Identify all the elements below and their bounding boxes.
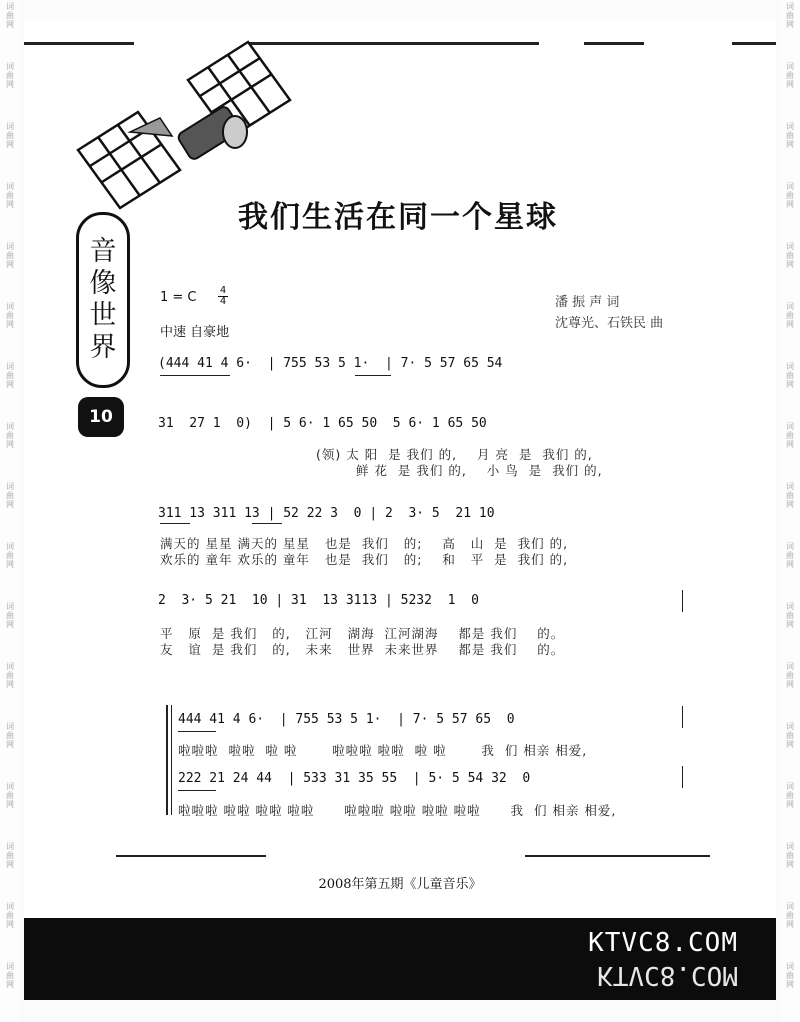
beam-underline — [355, 375, 391, 376]
watermark-text: 词 曲 网 — [786, 962, 794, 989]
watermark-text: 词 曲 网 — [786, 782, 794, 809]
watermark-text: 词 曲 网 — [6, 542, 14, 569]
watermark-text: 词 曲 网 — [6, 722, 14, 749]
tempo-marking: 中速 自豪地 — [160, 325, 230, 340]
time-signature-bottom: 4 — [219, 296, 227, 307]
beam-underline — [178, 731, 216, 732]
watermark-text: 词 曲 网 — [786, 602, 794, 629]
section-label-char: 世 — [89, 300, 117, 331]
section-label-char: 音 — [89, 236, 117, 267]
lyrics-line: 欢乐的 童年 欢乐的 童年 也是 我们 的; 和 平 是 我们 的, — [160, 552, 569, 567]
lyrics-line: 满天的 星星 满天的 星星 也是 我们 的; 高 山 是 我们 的, — [160, 536, 569, 551]
notation-row: 222 21 24 44 | 533 31 35 55 | 5· 5 54 32 0 — [178, 771, 531, 786]
notation-row: 444 41 4 6· | 755 53 5 1· | 7· 5 57 65 0 — [178, 712, 515, 727]
watermark-text: 词 曲 网 — [786, 362, 794, 389]
left-watermark-strip — [0, 0, 20, 1022]
system-bracket-thin — [171, 705, 172, 815]
watermark-text: 词 曲 网 — [6, 362, 14, 389]
watermark-text: 词 曲 网 — [786, 302, 794, 329]
system-bracket — [166, 705, 168, 815]
section-label-char: 像 — [89, 268, 117, 299]
footer-banner — [24, 918, 776, 1000]
lyrics-line: 友 谊 是 我们 的, 未来 世界 未来世界 都是 我们 的。 — [160, 642, 565, 657]
watermark-text: 词 曲 网 — [6, 182, 14, 209]
time-signature-top: 4 — [219, 285, 227, 296]
watermark-text: 词 曲 网 — [786, 122, 794, 149]
bottom-rule-right — [525, 855, 710, 857]
end-barline — [682, 590, 683, 612]
beam-underline — [160, 375, 230, 376]
section-label — [76, 212, 130, 388]
right-watermark-strip — [780, 0, 800, 1022]
watermark-text: 词 曲 网 — [6, 422, 14, 449]
watermark-text: 词 曲 网 — [786, 722, 794, 749]
notation-row: 31 27 1 0) | 5 6· 1 65 50 5 6· 1 65 50 — [158, 416, 487, 431]
watermark-text: 词 曲 网 — [6, 242, 14, 269]
site-logo: KTVC8.COM — [588, 928, 738, 958]
watermark-text: 词 曲 网 — [786, 662, 794, 689]
watermark-text: 词 曲 网 — [6, 122, 14, 149]
beam-underline — [160, 523, 190, 524]
watermark-text: 词 曲 网 — [6, 902, 14, 929]
watermark-text: 词 曲 网 — [6, 962, 14, 989]
composer: 沈尊光、石铁民 曲 — [555, 316, 664, 331]
watermark-text: 词 曲 网 — [786, 422, 794, 449]
watermark-text: 词 曲 网 — [6, 482, 14, 509]
watermark-text: 词 曲 网 — [786, 482, 794, 509]
source-citation: 2008年第五期《儿童音乐》 — [318, 877, 482, 892]
site-logo-reflection: KTVC8.COM — [597, 960, 738, 990]
lyrics-line: 鲜 花 是 我们 的, 小 鸟 是 我们 的, — [356, 463, 603, 478]
watermark-text: 词 曲 网 — [786, 902, 794, 929]
section-label-char: 界 — [89, 332, 117, 363]
watermark-text: 词 曲 网 — [6, 2, 14, 29]
top-rule-right-b — [732, 42, 776, 45]
beam-underline — [178, 790, 216, 791]
lyrics-line: 啦啦啦 啦啦 啦啦 啦啦 啦啦啦 啦啦 啦啦 啦啦 我 们 相亲 相爱, — [178, 803, 617, 818]
notation-row: (444 41 4 6· | 755 53 5 1· | 7· 5 57 65 54 — [158, 356, 503, 371]
watermark-text: 词 曲 网 — [6, 782, 14, 809]
watermark-text: 词 曲 网 — [786, 542, 794, 569]
satellite-illustration — [60, 40, 300, 210]
watermark-text: 词 曲 网 — [6, 302, 14, 329]
watermark-text: 词 曲 网 — [6, 662, 14, 689]
watermark-text: 词 曲 网 — [6, 842, 14, 869]
end-barline — [682, 706, 683, 728]
key-label: 1 = C — [160, 290, 197, 305]
page-number-badge: 10 — [78, 397, 124, 437]
beam-underline — [252, 523, 282, 524]
lyrics-line: (领) 太 阳 是 我们 的, 月 亮 是 我们 的, — [316, 447, 593, 462]
key-signature — [160, 285, 227, 307]
time-signature — [218, 286, 228, 307]
notation-row: 2 3· 5 21 10 | 31 13 3113 | 5232 1 0 — [158, 593, 479, 608]
watermark-text: 词 曲 网 — [786, 242, 794, 269]
bottom-rule-left — [116, 855, 266, 857]
lyrics-line: 平 原 是 我们 的, 江河 湖海 江河湖海 都是 我们 的。 — [160, 626, 565, 641]
song-title: 我们生活在同一个星球 — [238, 200, 558, 235]
watermark-text: 词 曲 网 — [786, 842, 794, 869]
watermark-text: 词 曲 网 — [786, 182, 794, 209]
top-rule-right-a — [584, 42, 644, 45]
watermark-text: 词 曲 网 — [786, 62, 794, 89]
lyrics-line: 啦啦啦 啦啦 啦 啦 啦啦啦 啦啦 啦 啦 我 们 相亲 相爱, — [178, 743, 588, 758]
watermark-text: 词 曲 网 — [6, 602, 14, 629]
watermark-text: 词 曲 网 — [786, 2, 794, 29]
watermark-text: 词 曲 网 — [6, 62, 14, 89]
notation-row: 311 13 311 13 | 52 22 3 0 | 2 3· 5 21 10 — [158, 506, 495, 521]
credits — [555, 292, 663, 334]
lyricist: 潘 振 声 词 — [555, 295, 620, 310]
end-barline — [682, 766, 683, 788]
